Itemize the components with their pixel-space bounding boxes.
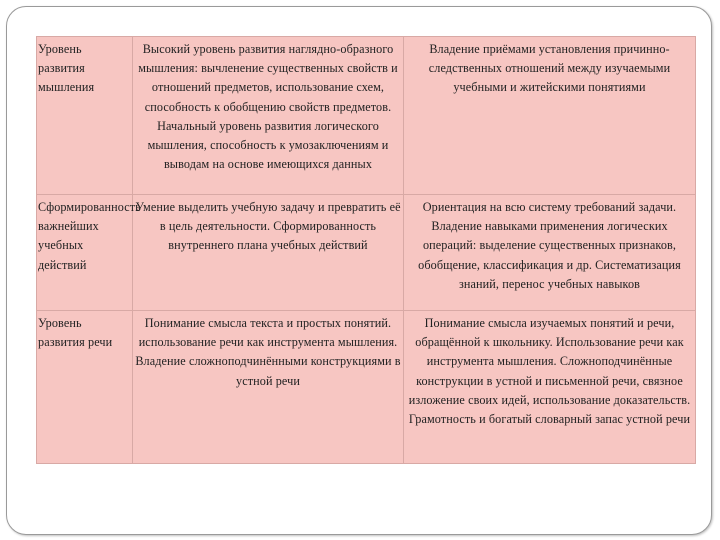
table-row [37,37,696,195]
primary-level-cell: Понимание смысла текста и простых понятий. использование речи как инструмента мышления. Владение сложноподчинёнными конструкциями в устной речи [133,311,404,464]
row-label-cell: Уровень развития мышления [37,37,133,195]
table-row [37,195,696,311]
row-label-cell: Уровень развития речи [37,311,133,464]
primary-level-cell: Высокий уровень развития наглядно-образного мышления: вычленение существенных свойств и отношений предметов, использование схем, способность к обобщению свойств предметов. Начальный уровень развития логического мышления, способность к умозаключениям и выводам на основе имеющихся данных [133,37,404,195]
table-row [37,311,696,464]
secondary-level-cell: Понимание смысла изучаемых понятий и речи, обращённой к школьнику. Использование речи как инструмента мышления. Сложноподчинённые конструкции в устной и письменной речи, связное изложение своих идей, использование доказательств. Грамотность и богатый словарный запас устной речи [404,311,696,464]
secondary-level-cell: Ориентация на всю систему требований задачи. Владение навыками применения логических операций: выделение существенных признаков, обобщение, классификация и др. Систематизация знаний, перенос учебных навыков [404,195,696,311]
secondary-level-cell: Владение приёмами установления причинно-следственных отношений между изучаемыми учебными и житейскими понятиями [404,37,696,195]
row-label-cell: Сформированность важнейших учебных действий [37,195,133,311]
primary-level-cell: Умение выделить учебную задачу и превратить её в цель деятельности. Сформированность внутреннего плана учебных действий [133,195,404,311]
comparison-table [36,36,696,464]
